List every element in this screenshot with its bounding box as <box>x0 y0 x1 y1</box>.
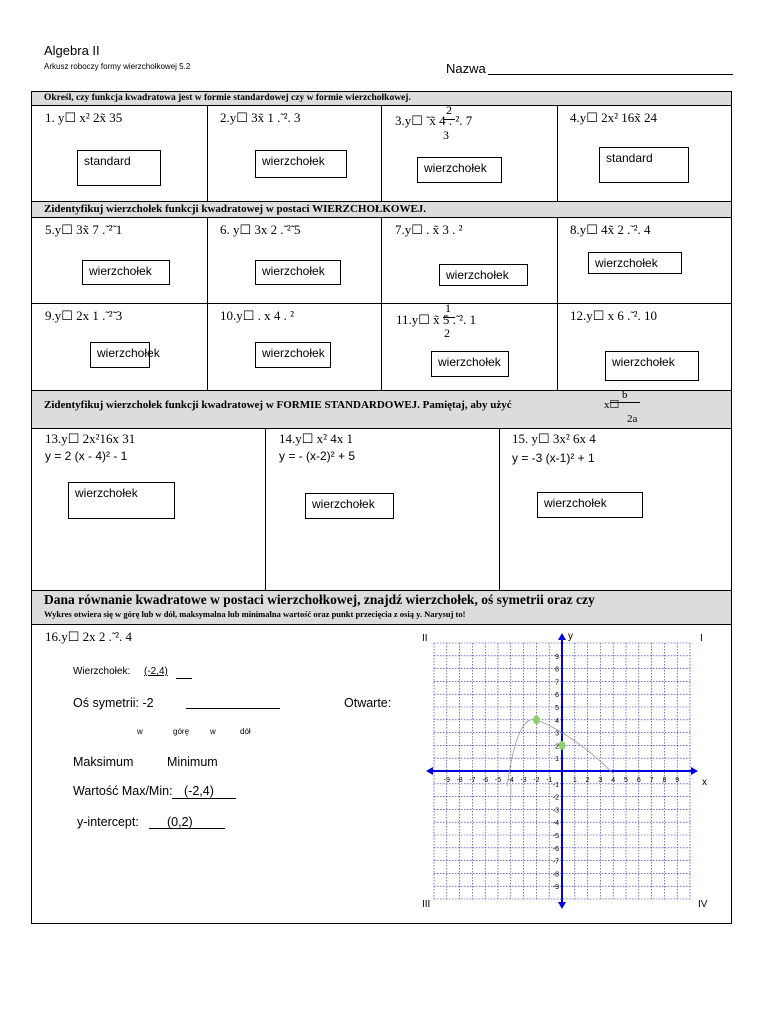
x-tick-label: 7 <box>649 777 654 784</box>
y-tick-label: -9 <box>552 884 559 892</box>
answer-box-4[interactable]: standard <box>599 147 689 183</box>
answer-box-9[interactable]: wierzchołek <box>90 342 150 368</box>
answer-box-5[interactable]: wierzchołek <box>82 260 170 285</box>
maxmin-label: Wartość Max/Min: <box>73 784 173 798</box>
opens-option-down[interactable]: dół <box>240 727 251 736</box>
problem-3-fraction-num: 2 <box>446 103 452 117</box>
y-tick-label: -3 <box>552 807 559 815</box>
x-tick-label: 2 <box>585 777 590 784</box>
x-tick-label: -3 <box>520 777 527 784</box>
section1-header <box>32 92 731 105</box>
answer-box-12[interactable]: wierzchołek <box>605 351 699 381</box>
section3-header <box>32 391 731 428</box>
worksheet-subtitle: Arkusz roboczy formy wierzchołkowej 5.2 <box>44 62 191 71</box>
answer-box-2[interactable]: wierzchołek <box>255 150 347 178</box>
answer-box-13[interactable]: wierzchołek <box>68 482 175 519</box>
x-tick-label: -5 <box>494 777 502 784</box>
maxmin-value: (-2,4) <box>184 784 214 798</box>
answer-box-15[interactable]: wierzchołek <box>537 492 643 518</box>
axis-answer-line[interactable] <box>186 708 280 709</box>
x-tick-label: -1 <box>546 777 553 784</box>
problem-15: 15. y☐ 3x² 6x 4 <box>512 431 596 446</box>
section2-instruction: Zidentyfikuj wierzchołek funkcji kwadratowej w postaci WIERZCHOŁKOWEJ. <box>44 203 427 215</box>
y-intercept-point <box>559 741 566 750</box>
formula-num: b <box>622 389 628 401</box>
y-intercept-value: (0,2) <box>167 815 193 829</box>
y-tick-label: 1 <box>555 756 559 764</box>
answer-box-1[interactable]: standard <box>77 150 161 186</box>
x-tick-label: -4 <box>507 777 514 784</box>
formula-x: x☐ <box>604 399 620 411</box>
y-tick-label: 7 <box>555 679 559 687</box>
opens-option-w2[interactable]: w <box>210 727 216 736</box>
y-tick-label: -1 <box>552 781 559 789</box>
problem-11-fraction-num: 1 <box>445 301 451 315</box>
x-tick-label: 4 <box>611 777 616 784</box>
quadrant-label: I <box>700 633 703 644</box>
underline <box>149 828 225 829</box>
coordinate-grid[interactable] <box>422 631 708 910</box>
answer-box-14[interactable]: wierzchołek <box>305 493 394 519</box>
y-tick-label: -4 <box>552 820 559 828</box>
y-tick-label: -8 <box>552 871 559 879</box>
opens-label: Otwarte: <box>344 696 392 710</box>
opens-option-up[interactable]: górę <box>173 727 190 736</box>
problem-15-work: y = -3 (x-1)² + 1 <box>512 451 595 465</box>
problem-11-fraction-den: 2 <box>444 326 450 340</box>
problem-9: 9.y☐ 2x 1 .̃ ²̃ 3 <box>45 308 123 323</box>
x-tick-label: -2 <box>533 777 540 784</box>
problem-12: 12.y☐ x 6 .̃ ². 10 <box>570 308 658 323</box>
problem-14: 14.y☐ x² 4x 1 <box>279 431 354 446</box>
problem-10: 10.y☐ . x 4 . ² <box>220 308 295 323</box>
y-tick-label: 2 <box>555 743 559 751</box>
x-tick-label: 5 <box>624 777 628 784</box>
x-tick-label: -9 <box>443 777 450 784</box>
answer-box-6[interactable]: wierzchołek <box>255 260 341 285</box>
x-axis-arrow-left <box>426 767 433 775</box>
name-label: Nazwa <box>446 61 486 76</box>
minimum-option[interactable]: Minimum <box>167 755 218 769</box>
y-tick-label: 4 <box>555 717 559 725</box>
fraction-bar <box>443 317 455 318</box>
problem-5: 5.y☐ 3x̃ 7 .̃ ²̃ 1 <box>45 222 123 237</box>
answer-box-11[interactable]: wierzchołek <box>431 351 509 377</box>
problem-3-fraction-den: 3 <box>443 128 449 142</box>
problem-2: 2.y☐ 3x̃ 1 .̃ ². 3 <box>220 110 301 125</box>
problem-16: 16.y☐ 2x 2 .̃ ². 4 <box>45 629 133 644</box>
underline <box>172 798 236 799</box>
vertex-point <box>533 715 540 724</box>
answer-box-10[interactable]: wierzchołek <box>255 342 331 368</box>
problem-14-work: y = - (x-2)² + 5 <box>279 449 356 463</box>
section2-header <box>32 202 731 217</box>
y-tick-label: 9 <box>555 653 559 661</box>
x-tick-label: -7 <box>469 777 476 784</box>
x-tick-label: 6 <box>636 777 641 784</box>
y-intercept-label: y-intercept: <box>77 815 139 829</box>
section4-instruction-sub: Wykres otwiera się w górę lub w dół, maksymalna lub minimalna wartość oraz punkt przecięcia z osią y. Narysuj to! <box>44 609 466 619</box>
x-tick-label: -8 <box>456 777 463 784</box>
fraction-bar <box>610 402 640 403</box>
problem-7: 7.y☐ . x̃ 3 . ² <box>395 222 463 237</box>
y-tick-label: 5 <box>555 705 559 712</box>
y-tick-label: 6 <box>555 692 559 700</box>
x-tick-label: -6 <box>482 777 489 784</box>
y-tick-label: -6 <box>552 845 559 853</box>
fraction-bar <box>443 119 455 120</box>
axis-of-symmetry: Oś symetrii: -2 <box>73 696 154 710</box>
name-field[interactable] <box>488 74 733 75</box>
section3-instruction: Zidentyfikuj wierzchołek funkcji kwadratowej w FORMIE STANDARDOWEJ. Pamiętaj, aby użyć <box>44 399 512 411</box>
vertex-label: Wierzchołek: <box>73 666 131 677</box>
problem-11: 11.y☐ x̃ 5 .̃ ². 1 <box>396 312 477 327</box>
answer-box-8[interactable]: wierzchołek <box>588 252 682 274</box>
section4-header <box>32 591 731 624</box>
answer-box-7[interactable]: wierzchołek <box>439 264 528 286</box>
section4-instruction-main: Dana równanie kwadratowe w postaci wierzchołkowej, znajdź wierzchołek, oś symetrii oraz czy <box>44 592 595 607</box>
y-tick-label: -2 <box>552 794 559 802</box>
x-tick-label: 8 <box>662 777 667 784</box>
x-tick-label: 3 <box>598 777 603 784</box>
vertex-value: (-2,4) <box>144 666 168 677</box>
problem-1: 1. y☐ x² 2x̃ 35 <box>45 110 123 125</box>
quadrant-label: III <box>422 899 431 910</box>
y-axis-label: y <box>568 631 573 642</box>
quadrant-label: II <box>422 633 428 644</box>
formula-den: 2a <box>627 413 638 425</box>
maximum-option[interactable]: Maksimum <box>73 755 134 769</box>
problem-13-work: y = 2 (x - 4)² - 1 <box>45 449 128 463</box>
opens-option-w1[interactable]: w <box>137 727 143 736</box>
y-tick-label: 8 <box>555 666 559 674</box>
x-tick-label: 9 <box>675 777 680 784</box>
y-tick-label: -5 <box>552 833 559 840</box>
y-tick-label: -7 <box>552 858 559 866</box>
problem-6: 6. y☐ 3x 2 .̃ ²̃ 5 <box>220 222 301 237</box>
x-axis-arrow-right <box>691 767 698 775</box>
problem-8: 8.y☐ 4x̃ 2 .̃ ². 4 <box>570 222 651 237</box>
worksheet-title: Algebra II <box>44 43 100 58</box>
section1-instruction: Określ, czy funkcja kwadratowa jest w formie standardowej czy w formie wierzchołkowej. <box>44 93 411 103</box>
y-tick-label: 3 <box>555 730 559 738</box>
problem-13: 13.y☐ 2x²16x 31 <box>45 431 136 446</box>
problem-3: 3.y☐ ̃ x̃ 4 . ². 7 <box>395 113 473 128</box>
quadrant-label: IV <box>698 899 708 910</box>
underline <box>176 678 192 679</box>
x-tick-label: 1 <box>572 777 577 784</box>
answer-box-3[interactable]: wierzchołek <box>417 157 502 183</box>
problem-4: 4.y☐ 2x² 16x̃ 24 <box>570 110 658 125</box>
x-axis-label: x <box>702 777 707 788</box>
